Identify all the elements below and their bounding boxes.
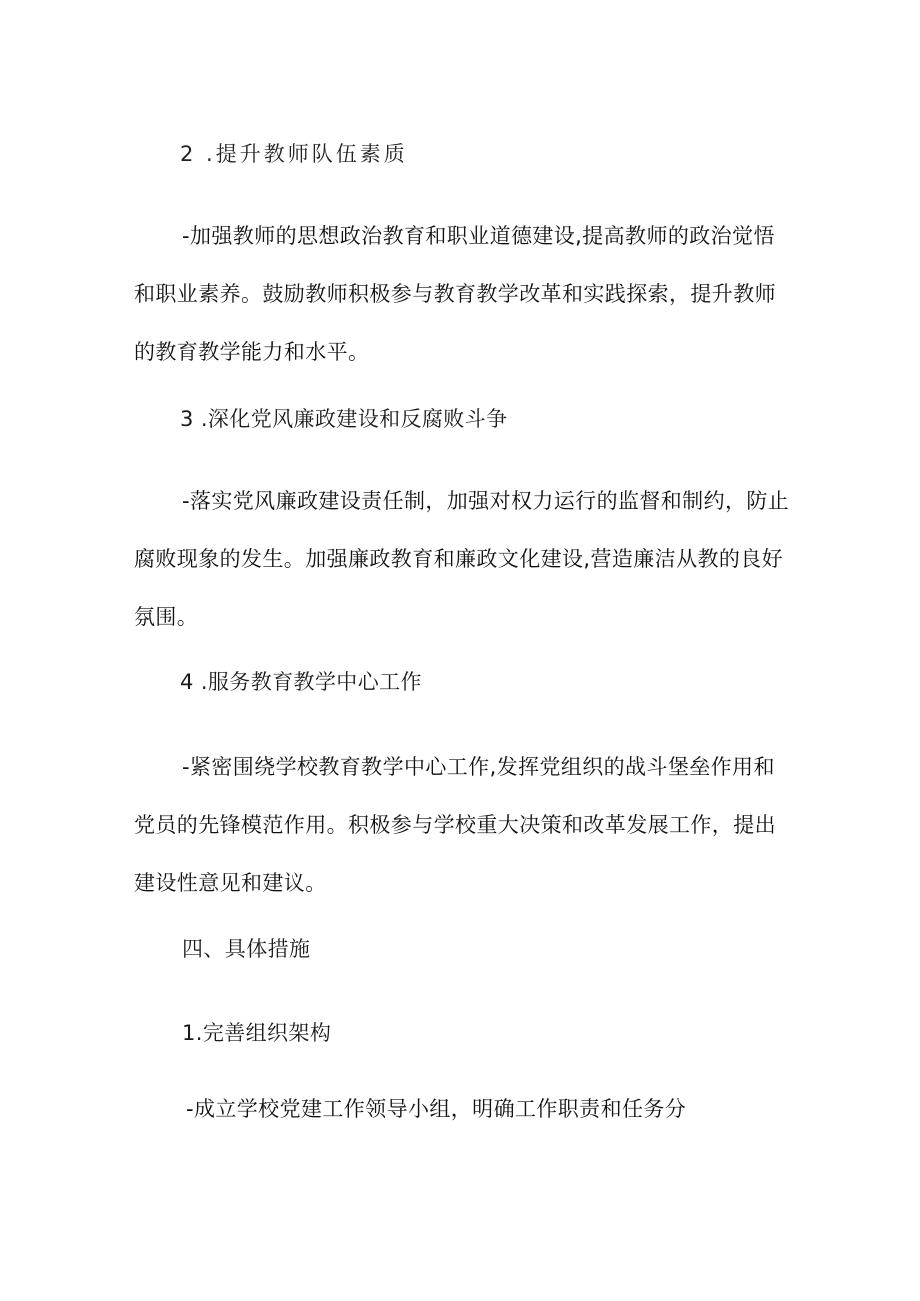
measure-heading-organization: 1.完善组织架构 <box>182 1021 332 1045</box>
chapter-heading-specific-measures: 四、具体措施 <box>182 937 311 961</box>
paragraph-line: 和职业素养。鼓励教师积极参与教育教学改革和实践探索，提升教师 <box>134 282 776 306</box>
paragraph-line: -加强教师的思想政治教育和职业道德建设,提高教师的政治觉悟 <box>182 224 775 248</box>
section-heading-education-service: 4 .服务教育教学中心工作 <box>180 670 422 694</box>
paragraph-teacher-quality <box>134 221 794 367</box>
paragraph-education-service <box>134 752 794 898</box>
paragraph-line: -紧密围绕学校教育教学中心工作,发挥党组织的战斗堡垒作用和 <box>182 755 775 779</box>
paragraph-line: 氛围。 <box>134 605 199 629</box>
paragraph-anti-corruption <box>134 486 794 632</box>
section-heading-anti-corruption: 3 .深化党风廉政建设和反腐败斗争 <box>180 407 508 431</box>
paragraph-line: 党员的先锋模范作用。积极参与学校重大决策和改革发展工作，提出 <box>134 813 776 837</box>
measure-body-organization: -成立学校党建工作领导小组，明确工作职责和任务分 <box>186 1097 687 1121</box>
paragraph-line: 建设性意见和建议。 <box>134 871 327 895</box>
paragraph-line: 腐败现象的发生。加强廉政教育和廉政文化建设,营造廉洁从教的良好 <box>134 547 784 571</box>
paragraph-line: 的教育教学能力和水平。 <box>134 340 370 364</box>
section-heading-teacher-quality: 2 .提升教师队伍素质 <box>180 142 408 166</box>
paragraph-line: -落实党风廉政建设责任制，加强对权力运行的监督和制约，防止 <box>182 489 790 513</box>
